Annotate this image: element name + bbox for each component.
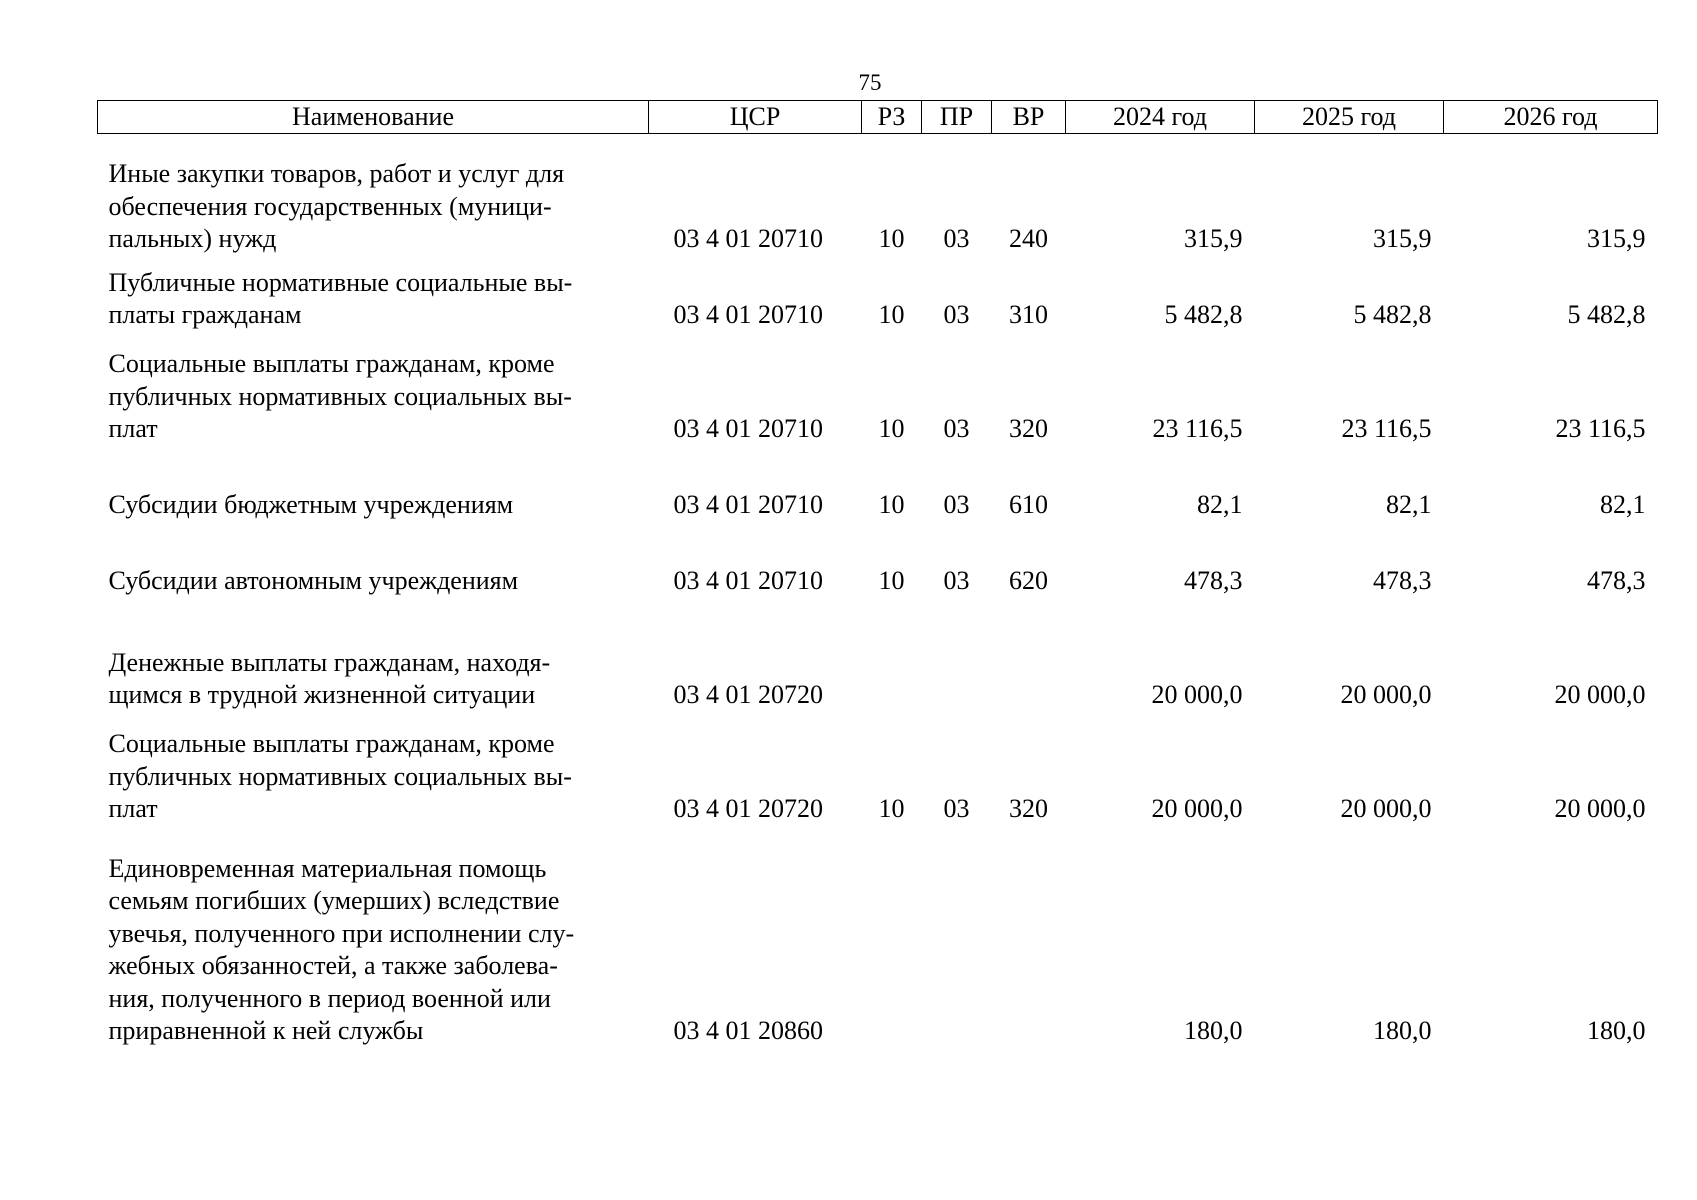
page-number: 75 xyxy=(858,70,882,95)
row-value-2026: 5 482,8 xyxy=(1567,300,1646,329)
row-name-line: семьям погибших (умерших) вследствие xyxy=(108,886,560,915)
row-rz: 10 xyxy=(878,794,905,823)
table-row xyxy=(98,446,1658,522)
row-name-cell xyxy=(98,134,649,256)
row-vr: 320 xyxy=(1009,414,1048,443)
row-name-cell xyxy=(98,332,649,446)
column-header-2024: 2024 год xyxy=(1066,101,1255,134)
row-csr: 03 4 01 20710 xyxy=(673,300,823,329)
column-header-2025: 2025 год xyxy=(1255,101,1444,134)
row-value-2026: 478,3 xyxy=(1587,566,1646,595)
row-name-cell xyxy=(98,446,649,522)
row-csr: 03 4 01 20710 xyxy=(673,490,823,519)
column-header-name: Наименование xyxy=(98,101,649,134)
row-name-line: платы гражданам xyxy=(108,300,302,329)
row-name-line: плат xyxy=(108,794,158,823)
row-name-line: публичных нормативных социальных вы- xyxy=(108,381,572,411)
row-rz: 10 xyxy=(878,414,905,443)
row-name-line: Денежные выплаты гражданам, находя- xyxy=(108,647,551,677)
row-name-line: Социальные выплаты гражданам, кроме xyxy=(108,729,555,758)
row-pr: 03 xyxy=(943,490,970,519)
row-name-line: щимся в трудной жизненной ситуации xyxy=(108,680,536,709)
row-vr: 610 xyxy=(1009,490,1048,519)
row-pr xyxy=(922,826,992,1048)
row-value-2024: 180,0 xyxy=(1184,1016,1243,1045)
row-csr: 03 4 01 20710 xyxy=(673,224,823,253)
table-row xyxy=(98,598,1658,712)
row-value-2025: 23 116,5 xyxy=(1341,414,1432,443)
budget-table xyxy=(97,100,1658,1048)
table-row xyxy=(98,256,1658,332)
row-value-2024: 315,9 xyxy=(1184,224,1243,253)
row-pr: 03 xyxy=(943,566,970,595)
row-vr: 240 xyxy=(1009,224,1048,253)
row-value-2025: 315,9 xyxy=(1373,224,1432,253)
table-row xyxy=(98,332,1658,446)
row-name-line: публичных нормативных социальных вы- xyxy=(108,761,572,791)
row-name-line: пальных) нужд xyxy=(108,224,277,253)
row-value-2026: 23 116,5 xyxy=(1555,414,1646,443)
row-value-2025: 5 482,8 xyxy=(1353,300,1432,329)
row-value-2026: 20 000,0 xyxy=(1554,794,1646,823)
row-csr: 03 4 01 20720 xyxy=(673,680,823,709)
table-row xyxy=(98,826,1658,1048)
row-name-line: Субсидии автономным учреждениям xyxy=(108,566,519,595)
row-vr: 320 xyxy=(1009,794,1048,823)
row-csr: 03 4 01 20860 xyxy=(673,1016,823,1045)
row-value-2024: 20 000,0 xyxy=(1151,680,1243,709)
row-name-line: Социальные выплаты гражданам, кроме xyxy=(108,349,555,378)
row-pr xyxy=(922,598,992,712)
row-value-2026: 315,9 xyxy=(1587,224,1646,253)
row-name-line: жебных обязанностей, а также заболева- xyxy=(108,951,558,980)
column-header-2026: 2026 год xyxy=(1444,101,1658,134)
row-name-line: приравненной к ней службы xyxy=(108,1016,424,1045)
row-name-line: Публичные нормативные социальные вы- xyxy=(108,267,573,297)
row-value-2025: 478,3 xyxy=(1373,566,1432,595)
row-vr: 310 xyxy=(1009,300,1048,329)
row-name-cell xyxy=(98,712,649,826)
row-pr: 03 xyxy=(943,414,970,443)
row-value-2024: 82,1 xyxy=(1197,490,1243,519)
row-value-2025: 82,1 xyxy=(1386,490,1432,519)
row-value-2025: 180,0 xyxy=(1373,1016,1432,1045)
row-rz xyxy=(862,598,922,712)
table-row xyxy=(98,134,1658,256)
row-name-line: Иные закупки товаров, работ и услуг для xyxy=(108,159,565,188)
row-value-2024: 23 116,5 xyxy=(1152,414,1243,443)
table-row xyxy=(98,712,1658,826)
row-value-2024: 478,3 xyxy=(1184,566,1243,595)
row-value-2024: 20 000,0 xyxy=(1151,794,1243,823)
column-header-csr: ЦСР xyxy=(649,101,862,134)
row-name-line: плат xyxy=(108,414,158,443)
row-value-2026: 180,0 xyxy=(1587,1016,1646,1045)
row-pr: 03 xyxy=(943,224,970,253)
row-value-2024: 5 482,8 xyxy=(1164,300,1243,329)
column-header-rz: РЗ xyxy=(862,101,922,134)
row-name-line: Субсидии бюджетным учреждениям xyxy=(108,490,514,519)
row-name-cell xyxy=(98,598,649,712)
row-name-line: Единовременная материальная помощь xyxy=(108,853,547,883)
row-rz: 10 xyxy=(878,566,905,595)
row-name-line: обеспечения государственных (муници- xyxy=(108,191,552,221)
table-row xyxy=(98,522,1658,598)
row-csr: 03 4 01 20720 xyxy=(673,794,823,823)
row-value-2026: 82,1 xyxy=(1600,490,1646,519)
row-name-cell xyxy=(98,256,649,332)
row-vr xyxy=(992,826,1066,1048)
column-header-pr: ПР xyxy=(922,101,992,134)
row-name-line: ния, полученного в период военной или xyxy=(108,983,551,1013)
row-rz: 10 xyxy=(878,300,905,329)
row-rz: 10 xyxy=(878,224,905,253)
row-vr xyxy=(992,598,1066,712)
row-value-2025: 20 000,0 xyxy=(1340,680,1432,709)
row-value-2025: 20 000,0 xyxy=(1340,794,1432,823)
column-header-vr: ВР xyxy=(992,101,1066,134)
row-name-line: увечья, полученного при исполнении слу- xyxy=(108,918,575,948)
table-header-row xyxy=(98,101,1658,134)
row-rz: 10 xyxy=(878,490,905,519)
row-value-2026: 20 000,0 xyxy=(1554,680,1646,709)
row-csr: 03 4 01 20710 xyxy=(673,566,823,595)
row-vr: 620 xyxy=(1009,566,1048,595)
row-rz xyxy=(862,826,922,1048)
row-pr: 03 xyxy=(943,794,970,823)
row-name-cell xyxy=(98,826,649,1048)
row-csr: 03 4 01 20710 xyxy=(673,414,823,443)
row-name-cell xyxy=(98,522,649,598)
row-pr: 03 xyxy=(943,300,970,329)
